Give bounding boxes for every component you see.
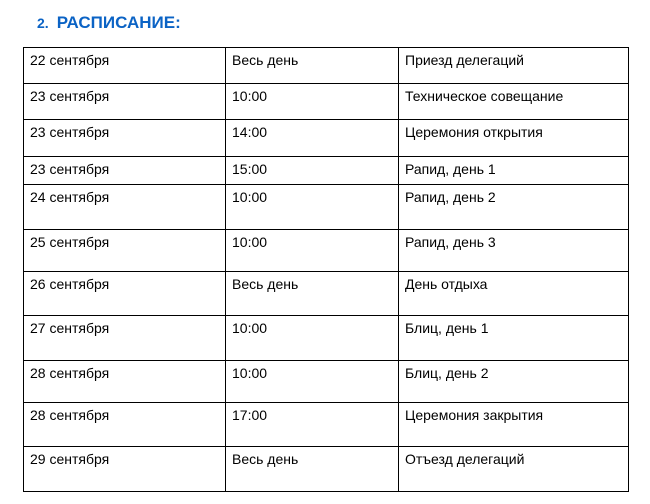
date-cell: 23 сентября	[24, 120, 226, 157]
time-cell: 10:00	[226, 361, 399, 403]
event-cell: Приезд делегаций	[399, 48, 629, 84]
time-cell: 17:00	[226, 403, 399, 447]
event-cell: Блиц, день 2	[399, 361, 629, 403]
event-cell: Рапид, день 3	[399, 230, 629, 272]
date-cell: 28 сентября	[24, 361, 226, 403]
date-cell: 28 сентября	[24, 403, 226, 447]
section-number: 2.	[37, 15, 49, 31]
event-cell: День отдыха	[399, 272, 629, 316]
time-cell: Весь день	[226, 447, 399, 492]
date-cell: 25 сентября	[24, 230, 226, 272]
table-row	[24, 403, 629, 447]
date-cell: 29 сентября	[24, 447, 226, 492]
event-cell: Рапид, день 2	[399, 185, 629, 230]
time-cell: Весь день	[226, 48, 399, 84]
schedule-table	[23, 47, 629, 492]
date-cell: 23 сентября	[24, 157, 226, 185]
event-cell: Церемония открытия	[399, 120, 629, 157]
table-row	[24, 157, 629, 185]
event-cell: Церемония закрытия	[399, 403, 629, 447]
table-row	[24, 120, 629, 157]
event-cell: Техническое совещание	[399, 84, 629, 120]
time-cell: Весь день	[226, 272, 399, 316]
time-cell: 10:00	[226, 316, 399, 361]
time-cell: 10:00	[226, 84, 399, 120]
section-heading	[37, 12, 181, 34]
time-cell: 14:00	[226, 120, 399, 157]
event-cell: Блиц, день 1	[399, 316, 629, 361]
event-cell: Отъезд делегаций	[399, 447, 629, 492]
date-cell: 23 сентября	[24, 84, 226, 120]
table-row	[24, 316, 629, 361]
time-cell: 10:00	[226, 230, 399, 272]
date-cell: 26 сентября	[24, 272, 226, 316]
table-row	[24, 230, 629, 272]
section-title: РАСПИСАНИЕ:	[56, 13, 181, 32]
event-cell: Рапид, день 1	[399, 157, 629, 185]
table-row	[24, 272, 629, 316]
time-cell: 10:00	[226, 185, 399, 230]
table-row	[24, 48, 629, 84]
time-cell: 15:00	[226, 157, 399, 185]
date-cell: 22 сентября	[24, 48, 226, 84]
table-row	[24, 361, 629, 403]
table-row	[24, 185, 629, 230]
date-cell: 24 сентября	[24, 185, 226, 230]
table-row	[24, 84, 629, 120]
table-row	[24, 447, 629, 492]
date-cell: 27 сентября	[24, 316, 226, 361]
